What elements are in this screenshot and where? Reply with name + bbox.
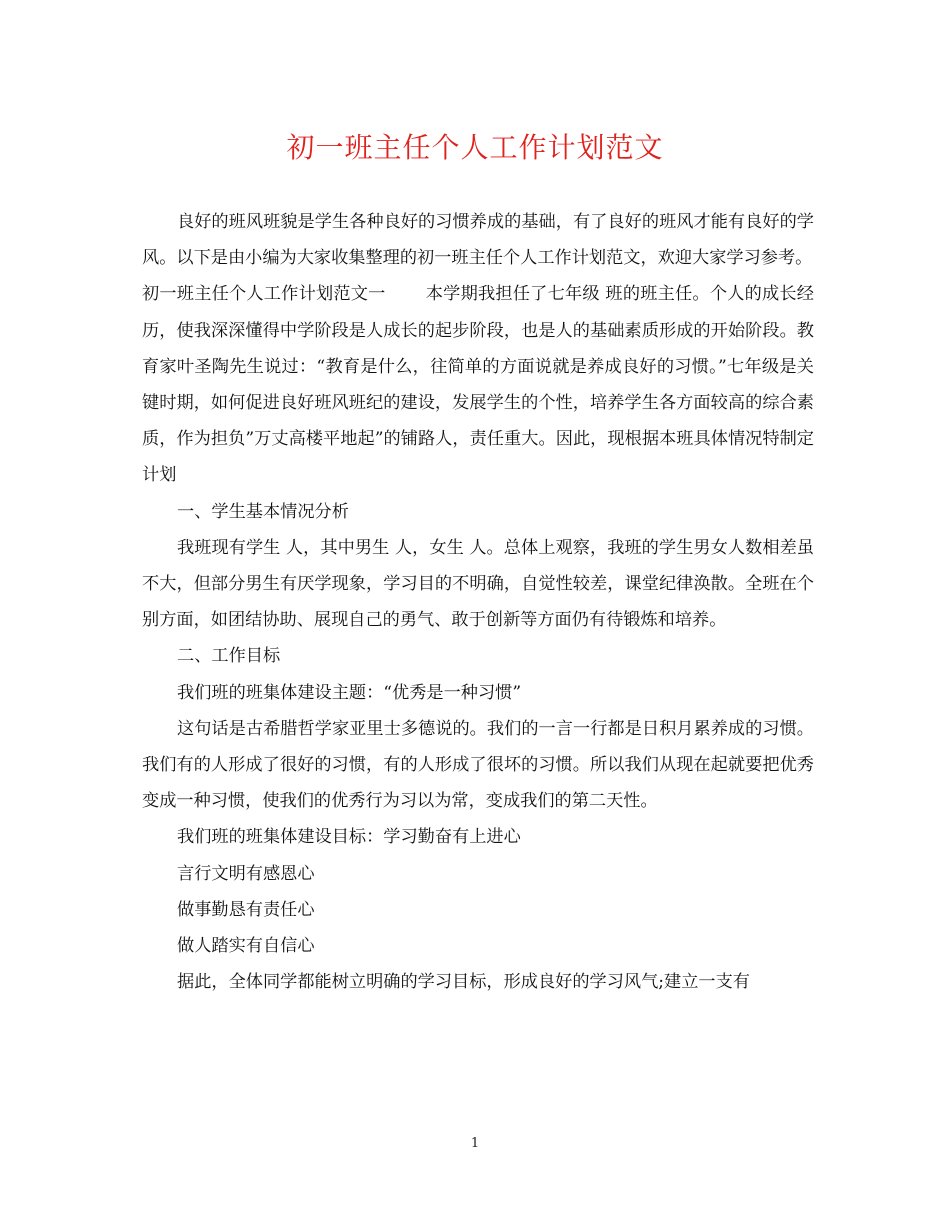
paragraph-closing: 据此，全体同学都能树立明确的学习目标，形成良好的学习风气;建立一支有 [177, 972, 750, 993]
section-heading-goals: 二、工作目标 [177, 646, 281, 667]
section-heading-analysis: 一、学生基本情况分析 [177, 501, 349, 522]
paragraph-sample [142, 276, 814, 493]
goal-item: 做人踏实有自信心 [177, 936, 315, 957]
sample-text: 本学期我担任了七年级 班的班主任。个人的成长经历，使我深深懂得中学阶段是人成长的起步阶段，也是人的基础素质形成的开始阶段。教育家叶圣陶先生说过：“教育是什么，往简单的方面说就是养成良好的习惯。”七年级是关键时期，如何促进良好班风班纪的建设，发展学生的个性，培养学生各方面较高的综合素质，作为担负”万丈高楼平地起”的铺路人，责任重大。因此，现根据本班具体情况特制定计划 [142, 284, 814, 486]
paragraph-theme: 我们班的班集体建设主题：“优秀是一种习惯” [177, 682, 522, 703]
goal-item: 做事勤恳有责任心 [177, 899, 315, 920]
goal-item: 言行文明有感恩心 [177, 863, 315, 884]
page-number: 1 [470, 1136, 480, 1151]
paragraph-analysis: 我班现有学生 人，其中男生 人，女生 人。总体上观察，我班的学生男女人数相差虽不大，但部分男生有厌学现象，学习目的不明确，自觉性较差，课堂纪律涣散。全班在个别方面，如团结协助、展现自己的勇气、敢于创新等方面仍有待锻炼和培养。 [142, 537, 814, 631]
paragraph-intro: 良好的班风班貌是学生各种良好的习惯养成的基础，有了良好的班风才能有良好的学风。以下是由小编为大家收集整理的初一班主任个人工作计划范文，欢迎大家学习参考。 [142, 212, 814, 269]
paragraph-theme-explain: 这句话是古希腊哲学家亚里士多德说的。我们的一言一行都是日积月累养成的习惯。我们有的人形成了很好的习惯，有的人形成了很坏的习惯。所以我们从现在起就要把优秀变成一种习惯，使我们的优秀行为习以为常，变成我们的第二天性。 [142, 718, 814, 812]
sample-label: 初一班主任个人工作计划范文一 [142, 284, 386, 305]
paragraph-goal: 我们班的班集体建设目标：学习勤奋有上进心 [177, 827, 521, 848]
document-title: 初一班主任个人工作计划范文 [286, 131, 664, 164]
document-body [142, 204, 814, 1000]
